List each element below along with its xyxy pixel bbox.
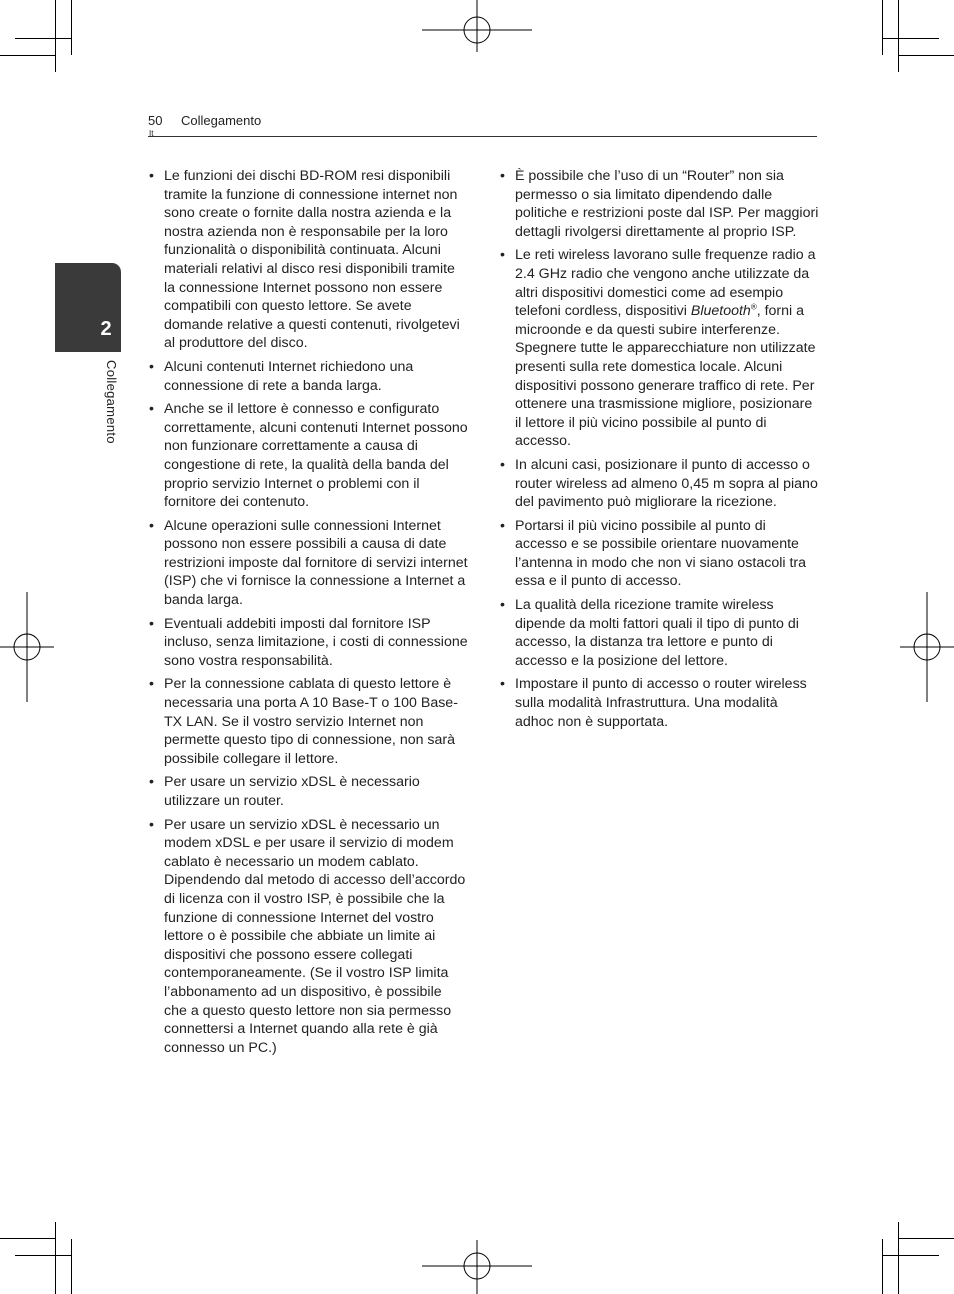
list-item: • Per la connessione cablata di questo lettore è necessaria una porta A 10 Base-T o 100 Base-TX LAN. Se il vostro servizio Internet non permette questo tipo di connessione, non sarà possibile collegare il lettore.: [148, 675, 468, 768]
list-item: • Eventuali addebiti imposti dal fornitore ISP incluso, senza limitazione, i costi di connessione sono vostra responsabilità.: [148, 615, 468, 671]
list-item: • La qualità della ricezione tramite wireless dipende da molti fattori quali il tipo di punto di accesso, la distanza tra lettore e punto di accesso e la posizione del lettore.: [499, 596, 819, 670]
chapter-number: 2: [100, 318, 112, 340]
page-number: 50: [148, 113, 163, 128]
right-column: [499, 167, 819, 736]
list-item: [499, 246, 819, 451]
list-item: • Anche se il lettore è connesso e configurato correttamente, alcuni contenuti Internet possono non funzionare correttamente a causa di congestione di rete, la qualità della banda del proprio servizio Internet o problemi con il fornitore dei contenuto.: [148, 400, 468, 512]
list-item: • Impostare il punto di accesso o router wireless sulla modalità Infrastruttura. Una modalità adhoc non è supportata.: [499, 675, 819, 731]
text-fragment: Le reti wireless lavorano sulle frequenze radio a 2.4 GHz radio che vengono anche utilizzate da altri dispositivi domestici come ad esempio telefoni cordless, dispositivi: [515, 247, 816, 320]
page-header: [148, 112, 817, 137]
list-item: • Alcuni contenuti Internet richiedono una connessione di rete a banda larga.: [148, 358, 468, 395]
text-fragment: , forni a microonde e da questi subire interferenze. Spegnere tutte le apparecchiature non utilizzate presenti sulla rete domestica locale. Alcuni dispositivi possono generare traffico di rete. Per ottenere una trasmissione migliore, posizionare il lettore il più vicino possibile al punto di accesso.: [515, 303, 816, 450]
list-item: • Alcune operazioni sulle connessioni Internet possono non essere possibili a causa di date restrizioni imposte dal fornitore di servizi internet (ISP) che vi fornisce la connessione a Internet a banda larga.: [148, 517, 468, 610]
right-bullet-list: [499, 167, 819, 731]
left-bullet-list: [148, 167, 468, 1057]
list-item: • Per usare un servizio xDSL è necessario un modem xDSL e per usare il servizio di modem cablato è necessario un modem cablato. Dipendendo dal metodo di accesso dell’accordo di licenza con il vostro ISP, è possibile che la funzione di connessione Internet del vostro lettore o è possibile che abbiate un limite ai dispositivi che possono essere collegati contemporaneamente. (Se il vostro ISP limita l’abbonamento ad un dispositivo, è possibile che a questo questo lettore non sia permesso connettersi a Internet quando alla rete è già connesso un PC.): [148, 816, 468, 1058]
list-item: • In alcuni casi, posizionare il punto di accesso o router wireless ad almeno 0,45 m sopra al piano del pavimento può migliorare la ricezione.: [499, 456, 819, 512]
section-title: Collegamento: [181, 113, 262, 128]
list-item: • Per usare un servizio xDSL è necessario utilizzare un router.: [148, 773, 468, 810]
registered-mark: ®: [750, 302, 757, 312]
bluetooth-term: Bluetooth: [690, 303, 751, 320]
chapter-side-label: Collegamento: [104, 360, 119, 444]
list-item: • È possibile che l’uso di un “Router” non sia permesso o sia limitato dipendendo dalle politiche e restrizioni poste dal ISP. Per maggiori dettagli rivolgersi direttamente al proprio ISP.: [499, 167, 819, 241]
language-code: It: [149, 129, 154, 138]
list-item: • Le funzioni dei dischi BD-ROM resi disponibili tramite la funzione di connessione internet non sono create o fornite dalla nostra azienda e la nostra azienda non è responsabile per la loro funzionalità o disponibilità continuata. Alcuni materiali relativi al disco resi disponibili tramite la connessione Internet possono non essere compatibili con questo lettore. Se avete domande relative a questi contenuti, rivolgetevi al produttore del disco.: [148, 167, 468, 353]
list-item: • Portarsi il più vicino possibile al punto di accesso e se possibile orientare nuovamente l’antenna in modo che non vi siano ostacoli tra essa e il punto di accesso.: [499, 517, 819, 591]
left-column: [148, 167, 468, 1062]
